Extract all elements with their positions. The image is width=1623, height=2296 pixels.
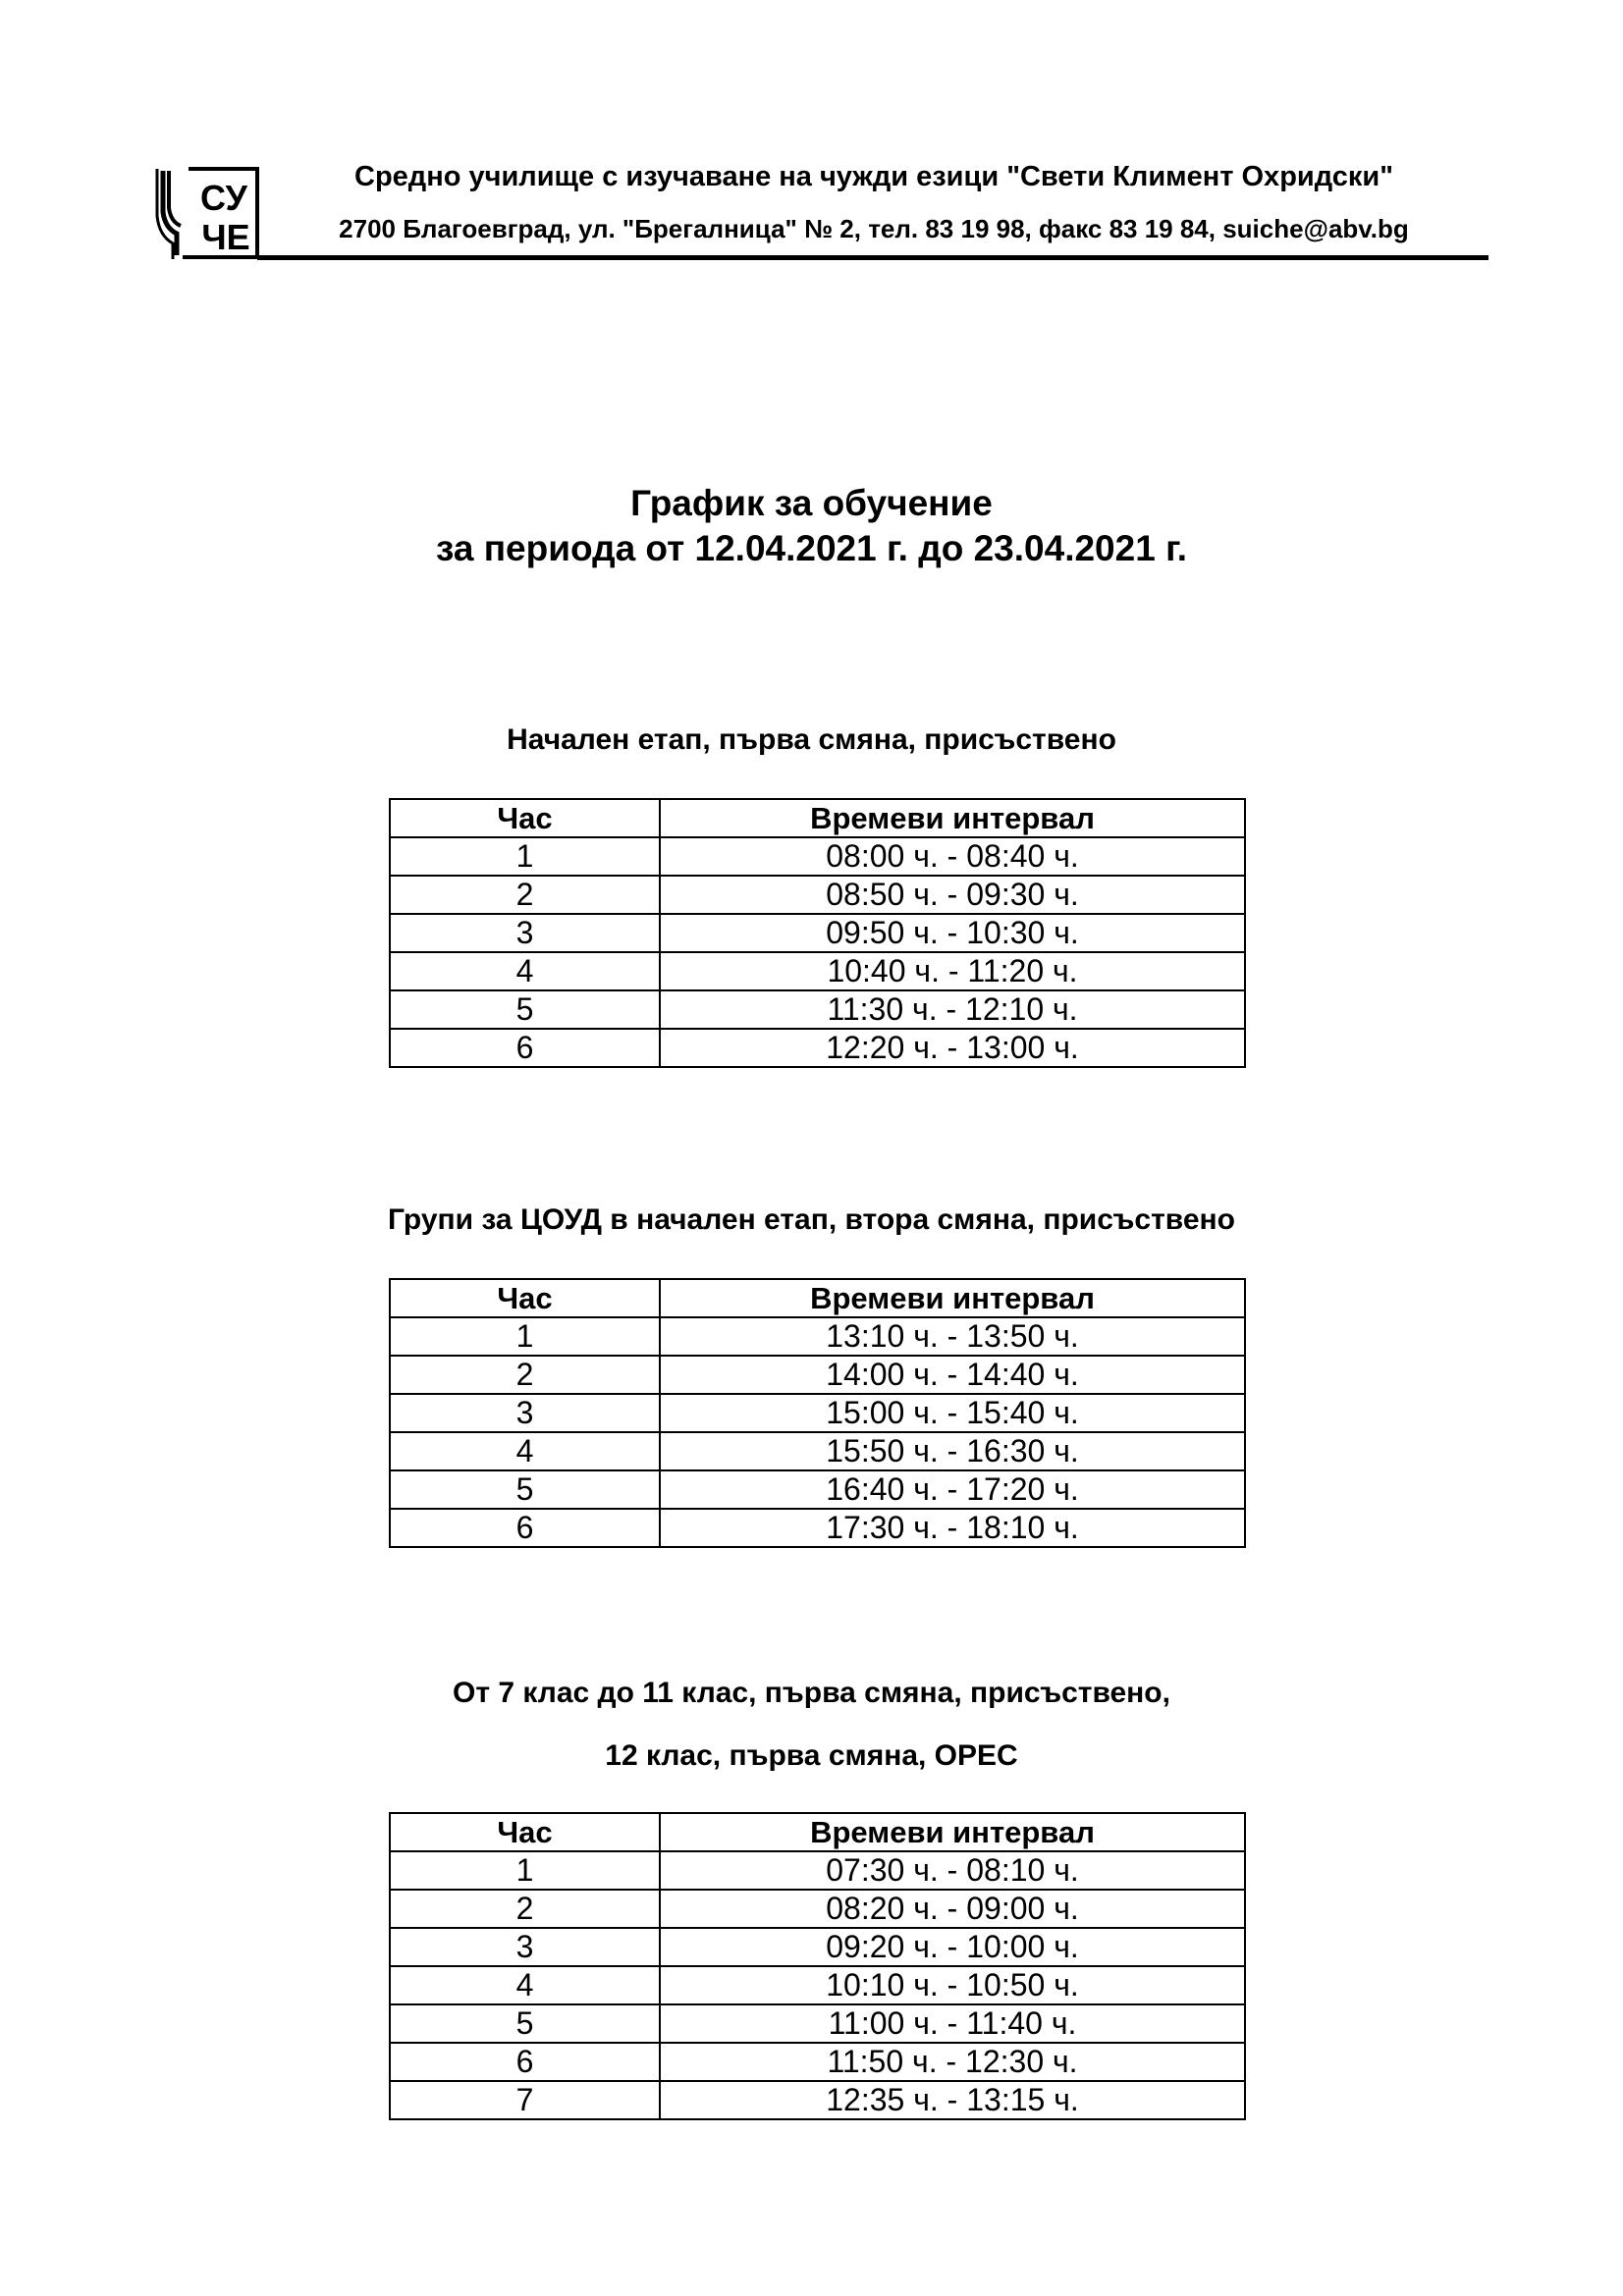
school-name: Средно училище с изучаване на чужди езици "Свети Климент Охридски" [354,161,1393,192]
column-header-hour: Час [390,799,660,837]
hour-cell: 6 [390,1029,660,1067]
interval-cell: 15:00 ч. - 15:40 ч. [660,1394,1245,1432]
section-1-title: Начален етап, първа смяна, присъствено [507,723,1116,756]
table-row [390,1966,1245,2004]
interval-cell: 08:00 ч. - 08:40 ч. [660,837,1245,876]
schedule-table-2 [389,1278,1246,1548]
interval-cell: 14:00 ч. - 14:40 ч. [660,1356,1245,1394]
hour-cell: 1 [390,837,660,876]
schedule-table-3 [389,1812,1246,2120]
hour-cell: 3 [390,914,660,952]
interval-cell: 16:40 ч. - 17:20 ч. [660,1470,1245,1509]
table-row [390,2043,1245,2081]
table-row [390,1928,1245,1966]
table-row [390,990,1245,1029]
table-row [390,1029,1245,1067]
hour-cell: 7 [390,2081,660,2119]
column-header-hour: Час [390,1279,660,1317]
interval-cell: 07:30 ч. - 08:10 ч. [660,1851,1245,1890]
interval-cell: 15:50 ч. - 16:30 ч. [660,1432,1245,1470]
hour-cell: 2 [390,1356,660,1394]
hour-cell: 6 [390,1509,660,1547]
school-address: 2700 Благоевград, ул. "Брегалница" № 2, тел. 83 19 98, факс 83 19 84, suiche@abv.bg [339,214,1409,243]
hour-cell: 4 [390,1432,660,1470]
table-row [390,1509,1245,1547]
interval-cell: 17:30 ч. - 18:10 ч. [660,1509,1245,1547]
interval-cell: 11:00 ч. - 11:40 ч. [660,2004,1245,2043]
table-row [390,1356,1245,1394]
interval-cell: 11:50 ч. - 12:30 ч. [660,2043,1245,2081]
table-row [390,2081,1245,2119]
interval-cell: 11:30 ч. - 12:10 ч. [660,990,1245,1029]
table-row [390,1432,1245,1470]
table-row [390,1317,1245,1356]
school-logo [155,165,263,261]
column-header-interval: Времеви интервал [660,799,1245,837]
schedule-table-1 [389,798,1246,1068]
hour-cell: 1 [390,1851,660,1890]
document-period: за периода от 12.04.2021 г. до 23.04.2021 г. [435,528,1188,568]
hour-cell: 3 [390,1928,660,1966]
table-row [390,2004,1245,2043]
document-title: График за обучение [630,483,993,523]
column-header-interval: Времеви интервал [660,1279,1245,1317]
hour-cell: 4 [390,1966,660,2004]
table-header-row [390,1279,1245,1317]
interval-cell: 08:20 ч. - 09:00 ч. [660,1890,1245,1928]
logo-text-top: СУ [200,178,247,218]
table-row [390,1890,1245,1928]
table-row [390,1394,1245,1432]
section-2-title: Групи за ЦОУД в начален етап, втора смяна, присъствено [388,1203,1235,1236]
interval-cell: 10:40 ч. - 11:20 ч. [660,952,1245,990]
table-row [390,952,1245,990]
hour-cell: 6 [390,2043,660,2081]
interval-cell: 09:50 ч. - 10:30 ч. [660,914,1245,952]
section-3-title: От 7 клас до 11 клас, първа смяна, присъствено, [453,1677,1170,1709]
hour-cell: 5 [390,990,660,1029]
interval-cell: 12:20 ч. - 13:00 ч. [660,1029,1245,1067]
interval-cell: 13:10 ч. - 13:50 ч. [660,1317,1245,1356]
hour-cell: 1 [390,1317,660,1356]
table-header-row [390,1813,1245,1851]
logo-text-bottom: ЧЕ [201,217,250,257]
interval-cell: 12:35 ч. - 13:15 ч. [660,2081,1245,2119]
hour-cell: 5 [390,1470,660,1509]
hour-cell: 2 [390,1890,660,1928]
interval-cell: 10:10 ч. - 10:50 ч. [660,1966,1245,2004]
header-divider [257,255,1488,260]
table-header-row [390,799,1245,837]
table-row [390,837,1245,876]
table-row [390,1851,1245,1890]
column-header-interval: Времеви интервал [660,1813,1245,1851]
table-row [390,914,1245,952]
hour-cell: 5 [390,2004,660,2043]
hour-cell: 3 [390,1394,660,1432]
table-row [390,876,1245,914]
column-header-hour: Час [390,1813,660,1851]
hour-cell: 4 [390,952,660,990]
interval-cell: 08:50 ч. - 09:30 ч. [660,876,1245,914]
interval-cell: 09:20 ч. - 10:00 ч. [660,1928,1245,1966]
table-row [390,1470,1245,1509]
hour-cell: 2 [390,876,660,914]
section-3-subtitle: 12 клас, първа смяна, ОРЕС [605,1739,1018,1772]
